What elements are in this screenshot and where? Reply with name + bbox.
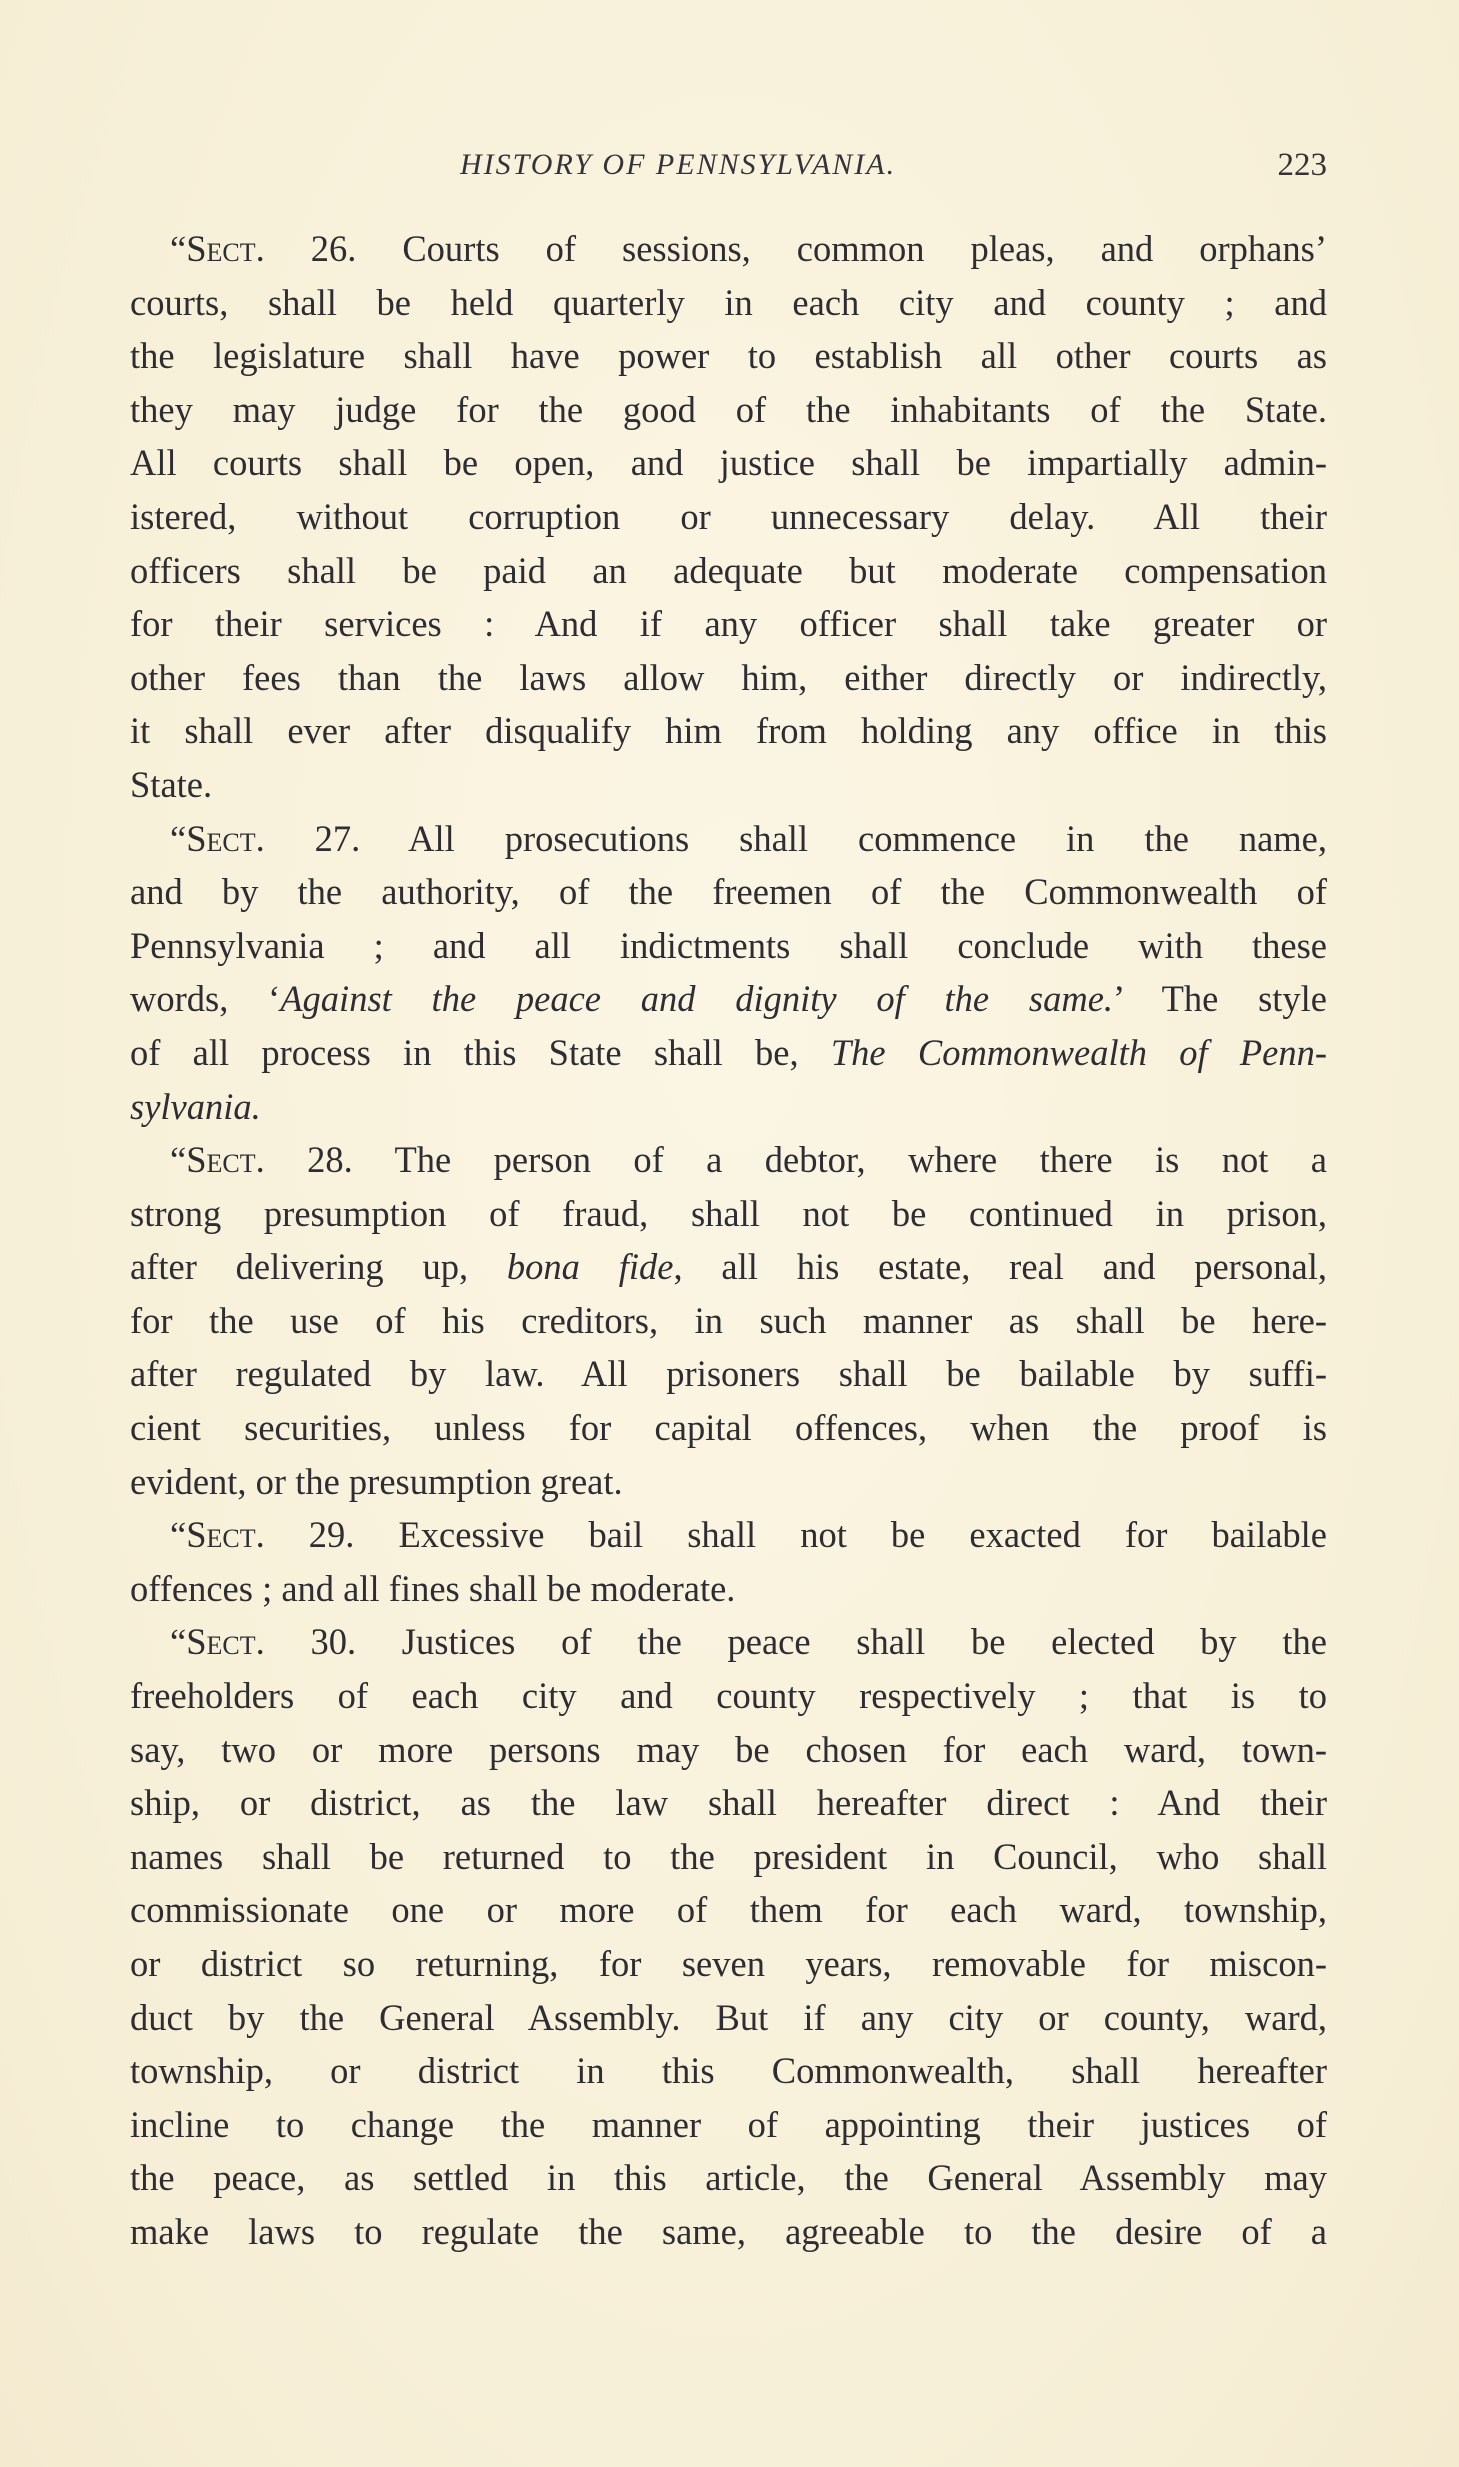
text-segment: or district so returning, for seven years, removable for miscon-: [130, 1943, 1327, 1984]
text-line: [130, 865, 1327, 919]
text-segment: the legislature shall have power to establish all other courts as: [130, 335, 1327, 377]
text-segment: after delivering up,: [130, 1246, 507, 1288]
text-line: [130, 2151, 1327, 2205]
text-line: [130, 1508, 1327, 1562]
text-segment: istered, without corruption or unnecessary delay. All their: [130, 495, 1327, 537]
text-line: [130, 1615, 1327, 1669]
text-segment: 28. The person of a debtor, where there is not a: [264, 1139, 1327, 1181]
text-line: [130, 1991, 1327, 2045]
text-line: [130, 1401, 1327, 1455]
text-segment: 30. Justices of the peace shall be elected by the: [264, 1621, 1327, 1663]
text-segment: township, or district in this Commonwealth, shall hereafter: [130, 2050, 1327, 2092]
text-line: [130, 383, 1327, 437]
text-segment: of all process in this State shall be,: [130, 1031, 831, 1073]
text-line: [130, 1187, 1327, 1241]
text-line: [130, 2098, 1327, 2152]
italic-text: sylvania.: [130, 1085, 261, 1127]
text-segment: officers shall be paid an adequate but moderate compensation: [130, 549, 1327, 591]
text-line: [130, 490, 1327, 544]
italic-text: Against the peace and dignity of the same.: [280, 978, 1114, 1020]
text-line: [130, 2044, 1327, 2098]
text-segment: All courts shall be open, and justice shall be impartially admin-: [130, 442, 1327, 484]
text-line: [130, 1723, 1327, 1777]
text-line: [130, 1937, 1327, 1991]
text-segment: offences ; and all fines shall be moderate.: [130, 1567, 736, 1609]
text-segment: for the use of his creditors, in such manner as shall be here-: [130, 1299, 1327, 1341]
text-segment: cient securities, unless for capital offences, when the proof is: [130, 1407, 1327, 1449]
section-27: [130, 812, 1327, 1134]
text-segment: make laws to regulate the same, agreeable to the desire of a: [130, 2210, 1327, 2252]
section-30: [130, 1615, 1327, 2258]
text-segment: say, two or more persons may be chosen for each ward, town-: [130, 1728, 1327, 1770]
text-segment: other fees than the laws allow him, either directly or indirectly,: [130, 656, 1327, 698]
text-line: [130, 1883, 1327, 1937]
section-label: Sect.: [186, 1621, 265, 1663]
text-segment: Pennsylvania ; and all indictments shall conclude with these: [130, 924, 1327, 966]
text-line: [130, 1455, 1327, 1509]
text-segment: 29. Excessive bail shall not be exacted for bailable: [264, 1514, 1327, 1556]
italic-text: The Commonwealth of Penn-: [830, 1031, 1327, 1073]
text-segment: freeholders of each city and county respectively ; that is to: [130, 1675, 1327, 1717]
text-line: [130, 1562, 1327, 1616]
text-line: [130, 651, 1327, 705]
text-line: [130, 2205, 1327, 2259]
text-line: [130, 544, 1327, 598]
open-quote: “: [170, 817, 187, 859]
text-line: [130, 222, 1327, 276]
text-line: [130, 329, 1327, 383]
section-28: [130, 1133, 1327, 1508]
text-segment: and by the authority, of the freemen of the Commonwealth of: [130, 871, 1327, 913]
section-label: Sect.: [186, 228, 265, 269]
text-line: [130, 704, 1327, 758]
text-line: [130, 1776, 1327, 1830]
running-title: HISTORY OF PENNSYLVANIA.: [460, 148, 897, 181]
page-number: 223: [1277, 147, 1327, 183]
text-segment: words, ‘: [130, 978, 281, 1020]
text-line: [130, 597, 1327, 651]
text-segment: evident, or the presumption great.: [130, 1460, 623, 1502]
text-segment: it shall ever after disqualify him from holding any office in this: [130, 710, 1327, 752]
text-segment: strong presumption of fraud, shall not be continued in prison,: [130, 1192, 1327, 1234]
text-line: [130, 276, 1327, 330]
text-segment: 26. Courts of sessions, common pleas, and orphans’: [264, 228, 1327, 269]
text-segment: State.: [130, 763, 213, 805]
text-segment: commissionate one or more of them for each ward, township,: [130, 1889, 1327, 1931]
section-label: Sect.: [186, 817, 265, 859]
open-quote: “: [170, 1514, 187, 1556]
text-segment: 27. All prosecutions shall commence in the name,: [264, 817, 1327, 859]
text-line: [130, 436, 1327, 490]
text-line: [130, 1133, 1327, 1187]
section-29: [130, 1508, 1327, 1615]
text-segment: for their services : And if any officer shall take greater or: [130, 603, 1327, 645]
text-line: [130, 1669, 1327, 1723]
text-segment: the peace, as settled in this article, the General Assembly may: [130, 2157, 1327, 2199]
section-label: Sect.: [186, 1514, 265, 1556]
open-quote: “: [170, 228, 187, 269]
text-line: [130, 758, 1327, 812]
text-segment: duct by the General Assembly. But if any city or county, ward,: [130, 1996, 1327, 2038]
text-line: [130, 919, 1327, 973]
text-segment: ship, or district, as the law shall hereafter direct : And their: [130, 1782, 1327, 1824]
text-line: [130, 972, 1327, 1026]
running-head: [130, 140, 1327, 190]
text-segment: ’ The style: [1113, 978, 1328, 1020]
text-line: [130, 1294, 1327, 1348]
text-line: [130, 1026, 1327, 1080]
section-label: Sect.: [186, 1139, 265, 1181]
italic-text: bona fide: [506, 1246, 674, 1288]
open-quote: “: [170, 1139, 187, 1181]
text-segment: names shall be returned to the president in Council, who shall: [130, 1835, 1327, 1877]
text-segment: courts, shall be held quarterly in each city and county ; and: [130, 281, 1327, 323]
text-line: [130, 1080, 1327, 1134]
text-segment: , all his estate, real and personal,: [673, 1246, 1327, 1288]
section-26: [130, 222, 1327, 812]
text-line: [130, 1347, 1327, 1401]
text-line: [130, 812, 1327, 866]
text-segment: incline to change the manner of appointing their justices of: [130, 2103, 1327, 2145]
text-line: [130, 1830, 1327, 1884]
page-body: [130, 222, 1327, 2259]
text-segment: after regulated by law. All prisoners shall be bailable by suffi-: [130, 1353, 1327, 1395]
text-line: [130, 1240, 1327, 1294]
text-segment: they may judge for the good of the inhabitants of the State.: [130, 388, 1327, 430]
open-quote: “: [170, 1621, 187, 1663]
